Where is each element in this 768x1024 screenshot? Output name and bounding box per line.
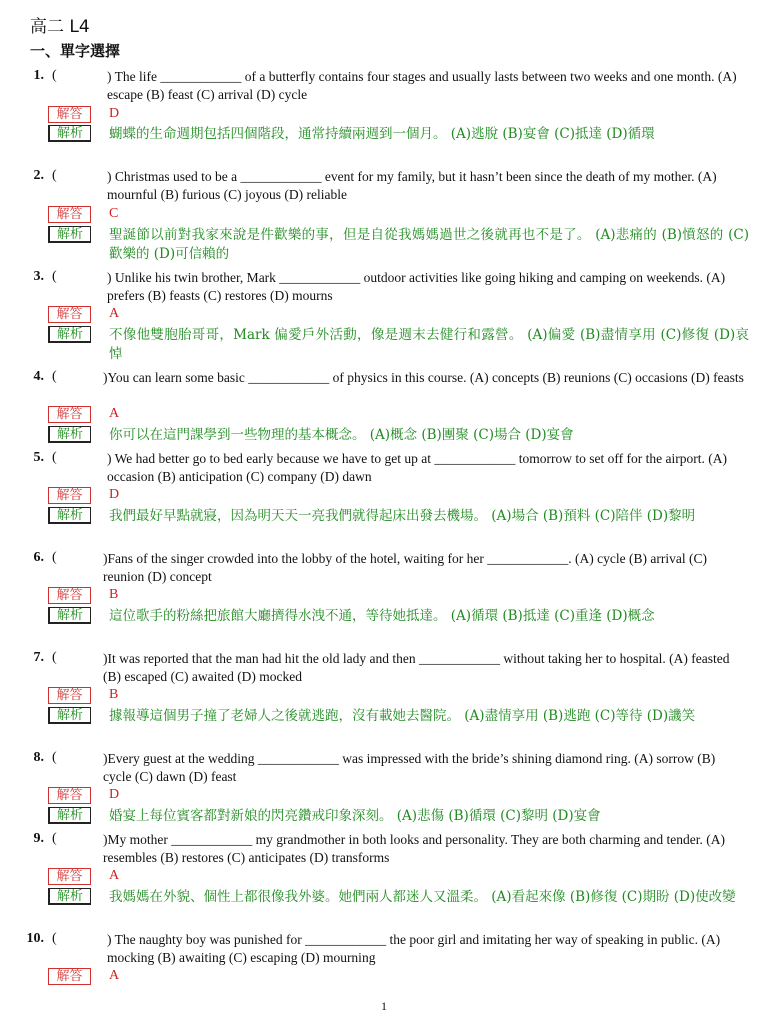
explanation-text: 不像他雙胞胎哥哥，Mark 偏愛戶外活動，像是週末去健行和露營。 (A)偏愛 (B)盡情享用 (C)修復 (D)哀悼 [109,327,749,362]
question-number: 9. [33,831,44,846]
question-text: ) We had better go to bed early because we have to get up at ____________ tomorrow to set off for the airport. (A) occasion (B) anticipation (C) company (D) dawn [107,451,727,484]
answer-value: B [109,687,119,702]
answer-paren: ( [52,269,57,284]
answer-paren: ( [52,168,57,183]
answer-paren: ( [52,831,57,846]
answer-value: D [109,487,120,502]
explanation-text: 你可以在這門課學到一些物理的基本概念。 (A)概念 (B)團聚 (C)場合 (D)宴會 [109,427,574,443]
explanation-tag: 解析 [48,507,91,524]
answer-tag: 解答 [48,968,91,985]
page-title: 高二 L4 [30,17,90,37]
question-number: 10. [26,931,44,946]
question-number: 6. [33,550,44,565]
page-number: 1 [381,999,387,1013]
explanation-tag: 解析 [48,326,91,343]
question-text: ) The life ____________ of a butterfly contains four stages and usually lasts between two weeks and one month. (A) escape (B) feast (C) arrival (D) cycle [107,69,737,102]
answer-value: A [109,968,120,983]
question-text: )It was reported that the man had hit the old lady and then ____________ without taking her to hospital. (A) feasted (B) escaped (C) awaited (D) mocked [103,651,730,684]
answer-value: B [109,587,119,602]
question-number: 5. [33,450,44,465]
explanation-tag: 解析 [48,426,91,443]
answer-paren: ( [52,750,57,765]
answer-paren: ( [52,550,57,565]
answer-tag: 解答 [48,787,91,804]
answer-value: A [109,868,120,883]
answer-tag: 解答 [48,587,91,604]
question-text: )My mother ____________ my grandmother in both looks and personality. They are both charming and tender. (A) resembles (B) restores (C) anticipates (D) transforms [103,832,725,865]
answer-tag: 解答 [48,406,91,423]
explanation-text: 這位歌手的粉絲把旅館大廳擠得水洩不通，等待她抵達。 (A)循環 (B)抵達 (C)重逢 (D)概念 [109,608,655,624]
question-text: ) Christmas used to be a ____________ event for my family, but it hasn’t been since the death of my mother. (A) mournful (B) furious (C) joyous (D) reliable [107,169,717,202]
answer-paren: ( [52,931,57,946]
explanation-text: 我媽媽在外貌、個性上都很像我外婆。她們兩人都迷人又溫柔。 (A)看起來像 (B)修復 (C)期盼 (D)使改變 [109,889,736,905]
question-number: 7. [33,650,44,665]
section-heading: 一、單字選擇 [30,42,121,60]
explanation-tag: 解析 [48,607,91,624]
explanation-tag: 解析 [48,707,91,724]
answer-value: C [109,206,119,221]
question-text: ) Unlike his twin brother, Mark ____________ outdoor activities like going hiking and camping on weekends. (A) prefers (B) feasts (C) restores (D) mourns [107,270,726,303]
explanation-text: 聖誕節以前對我家來說是件歡樂的事，但是自從我媽媽過世之後就再也不是了。 (A)悲痛的 (B)憤怒的 (C)歡樂的 (D)可信賴的 [109,227,749,262]
answer-paren: ( [52,68,57,83]
answer-tag: 解答 [48,206,91,223]
answer-value: A [109,406,120,421]
answer-tag: 解答 [48,306,91,323]
answer-paren: ( [52,369,57,384]
explanation-text: 婚宴上每位賓客都對新娘的閃亮鑽戒印象深刻。 (A)悲傷 (B)循環 (C)黎明 (D)宴會 [109,808,601,824]
explanation-tag: 解析 [48,888,91,905]
explanation-tag: 解析 [48,807,91,824]
question-text: )Every guest at the wedding ____________ was impressed with the bride’s shining diamond ring. (A) sorrow (B) cycle (C) dawn (D) feast [103,751,716,784]
question-text: ) The naughty boy was punished for ____________ the poor girl and imitating her way of speaking in public. (A) mocking (B) awaiting (C) escaping (D) mourning [107,932,721,965]
question-number: 3. [33,269,44,284]
answer-paren: ( [52,450,57,465]
answer-value: D [109,106,120,121]
explanation-text: 據報導這個男子撞了老婦人之後就逃跑，沒有載她去醫院。 (A)盡情享用 (B)逃跑 (C)等待 (D)譏笑 [109,708,696,724]
answer-tag: 解答 [48,106,91,123]
answer-tag: 解答 [48,487,91,504]
question-number: 8. [33,750,44,765]
explanation-tag: 解析 [48,226,91,243]
answer-paren: ( [52,650,57,665]
question-text: )Fans of the singer crowded into the lobby of the hotel, waiting for her ____________. (A) cycle (B) arrival (C) reunion (D) concept [103,551,707,584]
question-number: 1. [33,68,44,83]
answer-tag: 解答 [48,687,91,704]
answer-tag: 解答 [48,868,91,885]
question-text: )You can learn some basic ____________ of physics in this course. (A) concepts (B) reunions (C) occasions (D) feasts [103,370,744,385]
question-number: 4. [33,369,44,384]
question-number: 2. [33,168,44,183]
explanation-text: 我們最好早點就寢，因為明天天一亮我們就得起床出發去機場。 (A)場合 (B)預料 (C)陪伴 (D)黎明 [109,508,696,524]
answer-value: A [109,306,120,321]
explanation-tag: 解析 [48,125,91,142]
explanation-text: 蝴蝶的生命週期包括四個階段，通常持續兩週到一個月。 (A)逃脫 (B)宴會 (C)抵達 (D)循環 [109,126,655,142]
answer-value: D [109,787,120,802]
